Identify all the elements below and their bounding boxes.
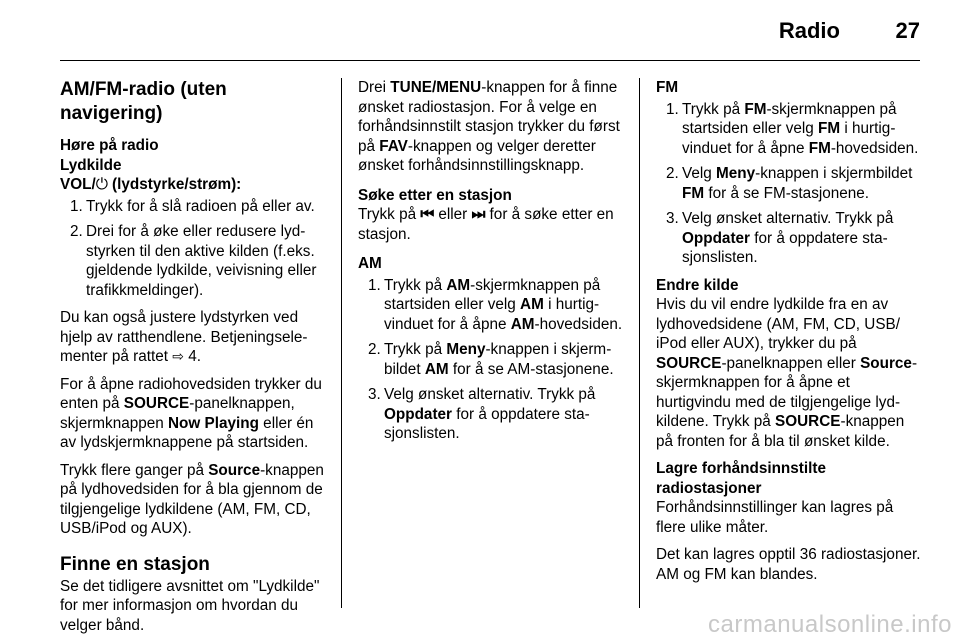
subheading-lagre-line1: Lagre forhåndsinnstilte [656, 460, 826, 477]
section-heading-finne-en-stasjon: Finne en stasjon [60, 553, 210, 575]
chapter-title: Radio [778, 18, 840, 43]
paragraph-presets-ways: Forhåndsinnstillinger kan lagres på flere ulike måter. [656, 499, 894, 536]
list-item: 1. Trykk for å slå radioen på eller av. [70, 197, 315, 215]
section-heading-am-fm: AM/FM-radio (uten navigering) [60, 79, 227, 124]
subheading-am: AM [358, 255, 382, 272]
subheading-endre-kilde: Endre kilde [656, 276, 739, 294]
list-item: 2. Velg Meny-knappen i skjermbildet FM for å se FM-stasjonene. [666, 165, 913, 202]
paragraph-open-radio: For å åpne radiohovedsiden trykker du enten på SOURCE-panelknappen, skjermknappen Now Playing eller én av lydskjermknappene på startsiden. [60, 375, 322, 451]
seek-back-icon: ⏮ [420, 206, 435, 223]
paragraph-band-select: Se det tidligere avsnittet om "Lydkilde" for mer informasjon om hvordan du velger bånd. [60, 577, 320, 634]
list-item: 1. Trykk på FM-skjermknappen på startsiden eller velg FM i hurtigvinduet for å åpne FM-hovedsiden. [666, 100, 919, 157]
paragraph-presets-count: Det kan lagres opptil 36 radiostasjoner. AM og FM kan blandes. [656, 546, 921, 583]
column-3 [656, 78, 924, 592]
vol-control-label: VOL/⏻ (lydstyrke/strøm): [60, 176, 242, 193]
vol-steps-list [60, 197, 330, 301]
paragraph-seek: Trykk på ⏮ eller ⏭ for å søke etter en stasjon. [358, 206, 614, 243]
list-item: 3. Velg ønsket alternativ. Trykk på Oppdater for å oppdatere stasjonslisten. [368, 386, 596, 442]
subheading-lagre-line2: radiostasjoner [656, 479, 762, 497]
list-item: 3. Velg ønsket alternativ. Trykk på Oppdater for å oppdatere stasjonslisten. [666, 210, 894, 266]
subheading-lydkilde: Lydkilde [60, 156, 122, 174]
watermark: carmanualsonline.info [708, 611, 952, 638]
column-divider-1 [341, 78, 342, 608]
list-item: 2. Trykk på Meny-knappen i skjermbildet AM for å se AM-stasjonene. [368, 341, 614, 378]
seek-forward-icon: ⏭ [471, 206, 486, 223]
subheading-hore-pa-radio: Høre på radio [60, 137, 159, 154]
list-item: 2. Drei for å øke eller redusere lydstyrken til den aktive kilden (f.eks. gjeldende lydkilde, veivisning eller trafikkmeldinger). [70, 223, 317, 299]
list-item: 1. Trykk på AM-skjermknappen på startsiden eller velg AM i hurtigvinduet for å åpne AM-hovedsiden. [368, 276, 623, 333]
column-2 [358, 78, 624, 452]
paragraph-tune-menu: Drei TUNE/MENU-knappen for å finne ønsket radiostasjon. For å velge en forhåndsinnstilt stasjon trykker du først på FAV-knappen og velger deretter ønsket forhåndsinnstillingsknapp. [358, 79, 620, 174]
page-header [0, 0, 960, 60]
am-steps-list [358, 276, 624, 444]
column-divider-2 [639, 78, 640, 608]
subheading-soke-etter-stasjon: Søke etter en stasjon [358, 186, 512, 204]
arrow-reference-icon: ⇨ [172, 348, 184, 364]
paragraph-change-source: Hvis du vil endre lydkilde fra en av lydhovedsidene (AM, FM, CD, USB/ iPod eller AUX), trykker du på SOURCE-panelknappen eller Source-skjermknappen for å åpne et hurtigvindu med de tilgjengelige lydkildene. Trykk på SOURCE-knappen på fronten for å bla til ønsket kilde. [656, 296, 918, 450]
paragraph-source-cycle: Trykk flere ganger på Source-knappen på lydhovedsiden for å bla gjennom de tilgjengelige lydkildene (AM, FM, CD, USB/iPod og AUX). [60, 461, 324, 537]
subheading-fm: FM [656, 79, 679, 96]
paragraph-steering-controls: Du kan også justere lydstyrken ved hjelp av ratthendlene. Betjeningselementer på rattet ⇨ 4. [60, 309, 308, 365]
page-number: 27 [895, 18, 920, 43]
fm-steps-list [656, 100, 924, 268]
power-icon: ⏻ [95, 176, 108, 193]
header-rule [60, 60, 920, 61]
column-1 [60, 78, 330, 635]
